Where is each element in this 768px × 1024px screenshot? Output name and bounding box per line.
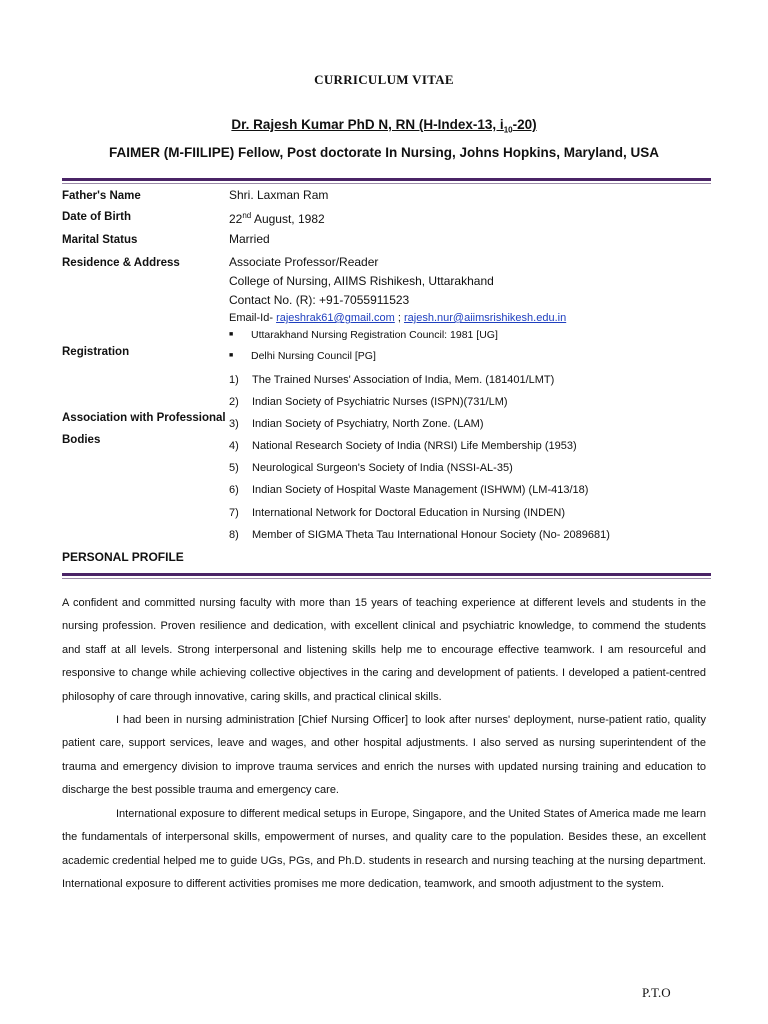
section-divider [62,178,711,181]
marital-status-label: Marital Status [62,234,138,246]
bullet-icon: ■ [229,331,234,338]
association-item: 8) Member of SIGMA Theta Tau International Honour Society (No- 2089681) [229,529,610,541]
registration-item: ■ Delhi Nursing Council [PG] [229,347,376,365]
association-item: 1) The Trained Nurses' Association of India, Mem. (181401/LMT) [229,374,555,386]
profile-paragraph: International exposure to different medical setups in Europe, Singapore, and the United States of America made me learn the fundamentals of interpersonal skills, empowerment of nurses, and quality care to the population. Besides these, an excellent academic credential helped me to guide UGs, PGs, and Ph.D. students in research and nursing teaching at the nursing department. International exposure to different activities promises me more dedication, teamwork, and smooth adjustment to the system. [62,808,706,891]
candidate-name: Dr. Rajesh Kumar PhD N, RN (H-Index-13, $i_{10}-20$) [231,117,537,135]
section-divider-thin [62,578,711,579]
page-turn-note: P.T.O [642,985,671,1000]
association-item: 6) Indian Society of Hospital Waste Management (ISHWM) (LM-413/18) [229,484,589,496]
dob-label: Date of Birth [62,211,131,223]
address-line: Associate Professor/Reader [229,255,379,269]
profile-paragraph: A confident and committed nursing faculty with more than 15 years of teaching experience at different levels and students in the nursing profession. Proven resilience and dedication, with excellent clinical and psychiatric knowledge, to commend the students and staff at all levels. Strong interpersonal and listening skills help me to encourage effective teamwork. I am resourceful and responsive to change while achieving collective objectives in the caring and development of patients. I developed a patient-centred philosophy of care through innovative, caring skills, and practical clinical skills. [62,597,706,703]
bullet-icon: ■ [229,352,234,359]
association-item: 5) Neurological Surgeon's Society of India (NSSI-AL-35) [229,462,513,474]
fathers-name-value: Shri. Laxman Ram [229,188,329,202]
address-line: College of Nursing, AIIMS Rishikesh, Uttarakhand [229,274,494,288]
profile-paragraph: I had been in nursing administration [Chief Nursing Officer] to look after nurses' deployment, nurse-patient ratio, quality patient care, support services, leave and wages, and other hospital adjustments. I also served as nursing superintendent of the trauma and emergency division to improve trauma services and enrich the nurses with updated nursing training and education to discharge the best possible trauma and emergency care. [62,714,706,797]
association-item: 2) Indian Society of Psychiatric Nurses (ISPN)(731/LM) [229,396,508,408]
fellowship-line: FAIMER (M-FIILIPE) Fellow, Post doctorate In Nursing, Johns Hopkins, Maryland, USA [108,145,660,160]
address-line: Contact No. (R): +91-7055911523 [229,293,410,307]
association-item: 3) Indian Society of Psychiatry, North Zone. (LAM) [229,418,484,430]
email-link-aiims[interactable]: rajesh.nur@aiimsrishikesh.edu.in [404,312,567,324]
email-link-gmail[interactable]: rajeshrak61@gmail.com [276,312,395,324]
association-label-line2: Bodies [62,434,101,446]
section-divider-thin [62,183,711,184]
residence-label: Residence & Address [62,257,180,269]
registration-label: Registration [62,346,130,358]
dob-value: 22nd August, 1982 [229,211,325,226]
registration-item: ■ Uttarakhand Nursing Registration Council: 1981 [UG] [229,326,498,344]
personal-profile-heading: PERSONAL PROFILE [62,550,184,564]
association-item: 4) National Research Society of India (NRSI) Life Membership (1953) [229,440,577,452]
section-divider [62,573,711,576]
fathers-name-label: Father's Name [62,190,141,202]
document-title: CURRICULUM VITAE [314,72,454,87]
marital-status-value: Married [229,232,270,246]
association-label-line1: Association with Professional [62,412,226,424]
association-item: 7) International Network for Doctoral Education in Nursing (INDEN) [229,507,566,519]
email-line: Email-Id- rajeshrak61@gmail.com ; rajesh.nur@aiimsrishikesh.edu.in [229,312,567,324]
